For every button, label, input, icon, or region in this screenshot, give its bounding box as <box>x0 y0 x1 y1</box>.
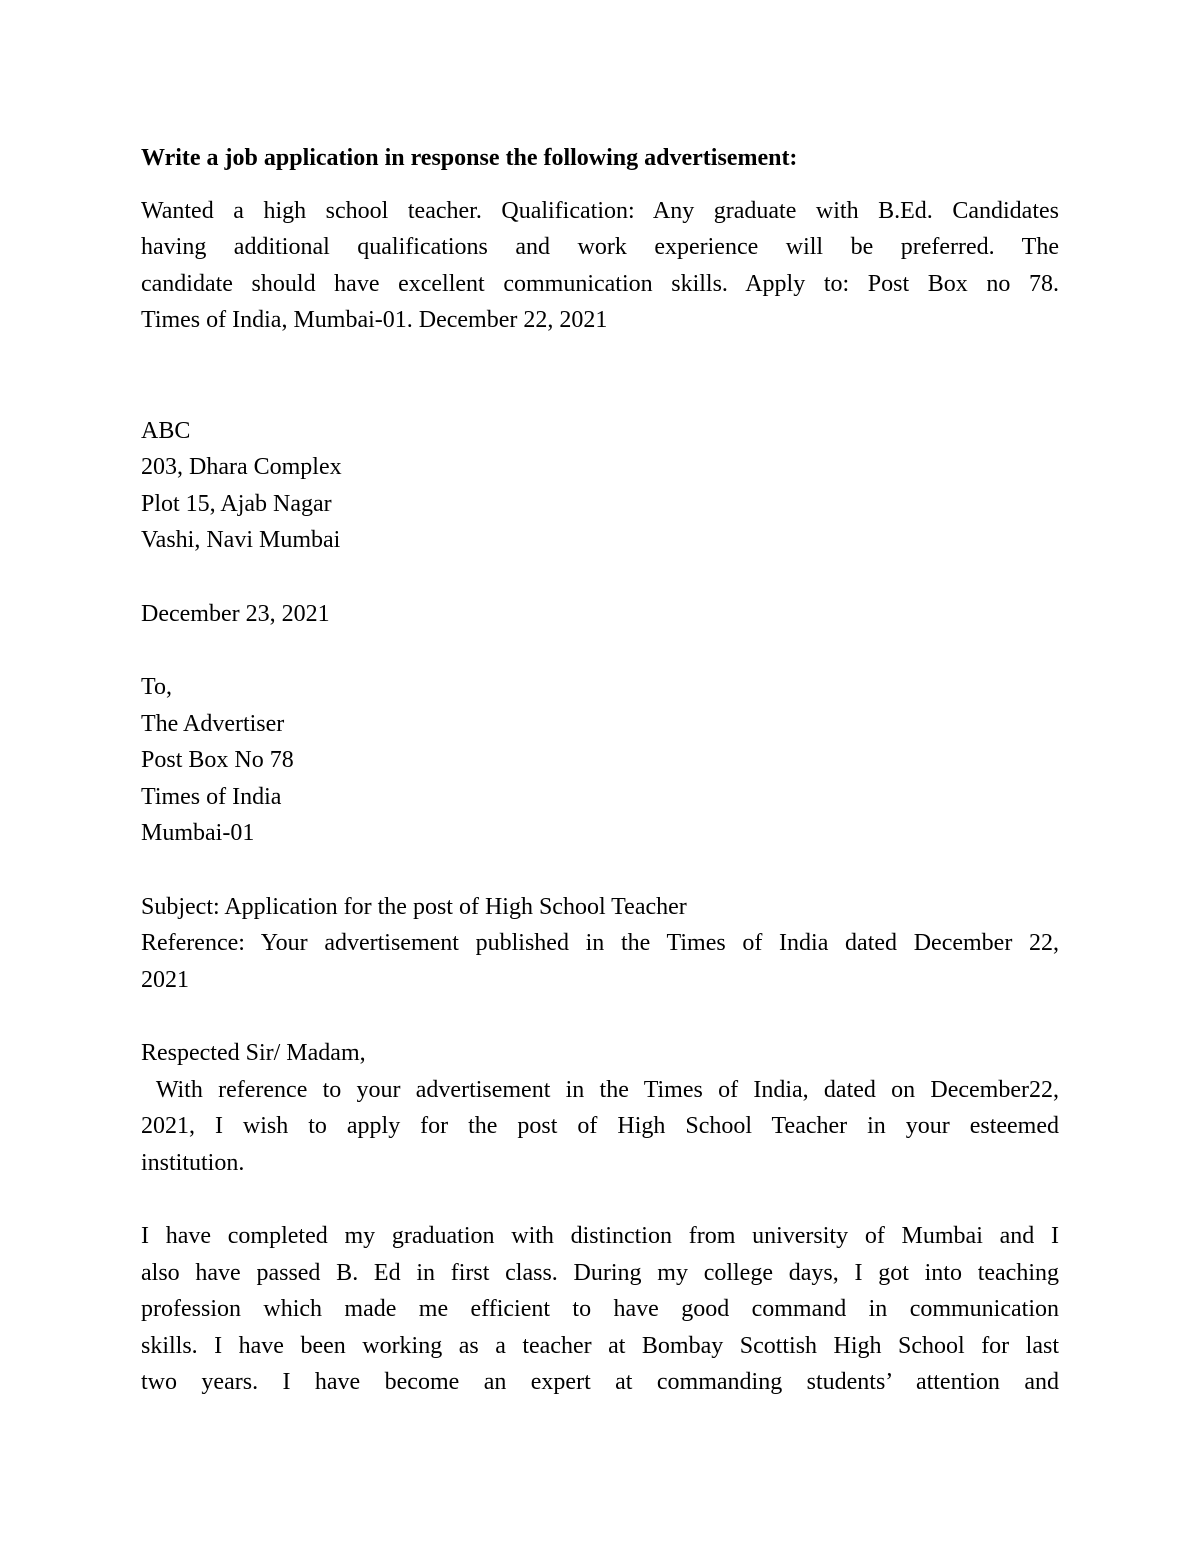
sender-name: ABC <box>141 417 191 444</box>
paragraph-line: also have passed B. Ed in first class. During my college days, I got into teaching <box>141 1259 1059 1286</box>
sender-address-line: 203, Dhara Complex <box>141 454 342 480</box>
salutation: Respected Sir/ Madam, <box>141 1040 366 1066</box>
reference-line: 2021 <box>141 966 189 993</box>
sender-address-line: Vashi, Navi Mumbai <box>141 527 341 553</box>
paragraph-line: profession which made me efficient to have good command in communication <box>141 1296 1059 1322</box>
advertisement-line: candidate should have excellent communication skills. Apply to: Post Box no 78. <box>141 270 1059 297</box>
paragraph-line: With reference to your advertisement in the Times of India, dated on December22, <box>141 1076 1059 1103</box>
recipient-address-line: Post Box No 78 <box>141 747 294 773</box>
recipient-address <box>141 669 1059 852</box>
paragraph-line: institution. <box>141 1149 245 1176</box>
subject-block <box>141 889 1059 999</box>
recipient-name: The Advertiser <box>141 710 285 737</box>
subject-line: Subject: Application for the post of High School Teacher <box>141 893 687 920</box>
paragraph-line: I have completed my graduation with distinction from university of Mumbai and I <box>141 1223 1059 1249</box>
advertisement-line: having additional qualifications and work experience will be preferred. The <box>141 234 1059 260</box>
assignment-title: Write a job application in response the following advertisement: <box>141 145 798 171</box>
recipient-address-line: Times of India <box>141 783 282 810</box>
sender-address-line: Plot 15, Ajab Nagar <box>141 490 332 517</box>
body-paragraph-2 <box>141 1218 1059 1401</box>
reference-line: Reference: Your advertisement published in the Times of India dated December 22, <box>141 930 1059 956</box>
letter-date: December 23, 2021 <box>141 600 330 627</box>
recipient-address-line: Mumbai-01 <box>141 820 255 846</box>
sender-address <box>141 413 1059 559</box>
letter-body <box>141 140 1059 1401</box>
recipient-to: To, <box>141 674 172 700</box>
advertisement-line: Times of India, Mumbai-01. December 22, 2021 <box>141 307 608 333</box>
paragraph-line: 2021, I wish to apply for the post of High School Teacher in your esteemed <box>141 1113 1059 1139</box>
advertisement-text <box>141 193 1059 339</box>
paragraph-line: skills. I have been working as a teacher at Bombay Scottish High School for last <box>141 1332 1059 1359</box>
paragraph-line: two years. I have become an expert at commanding students’ attention and <box>141 1369 1059 1395</box>
advertisement-line: Wanted a high school teacher. Qualification: Any graduate with B.Ed. Candidates <box>141 197 1059 224</box>
body-paragraph-1 <box>141 1072 1059 1182</box>
